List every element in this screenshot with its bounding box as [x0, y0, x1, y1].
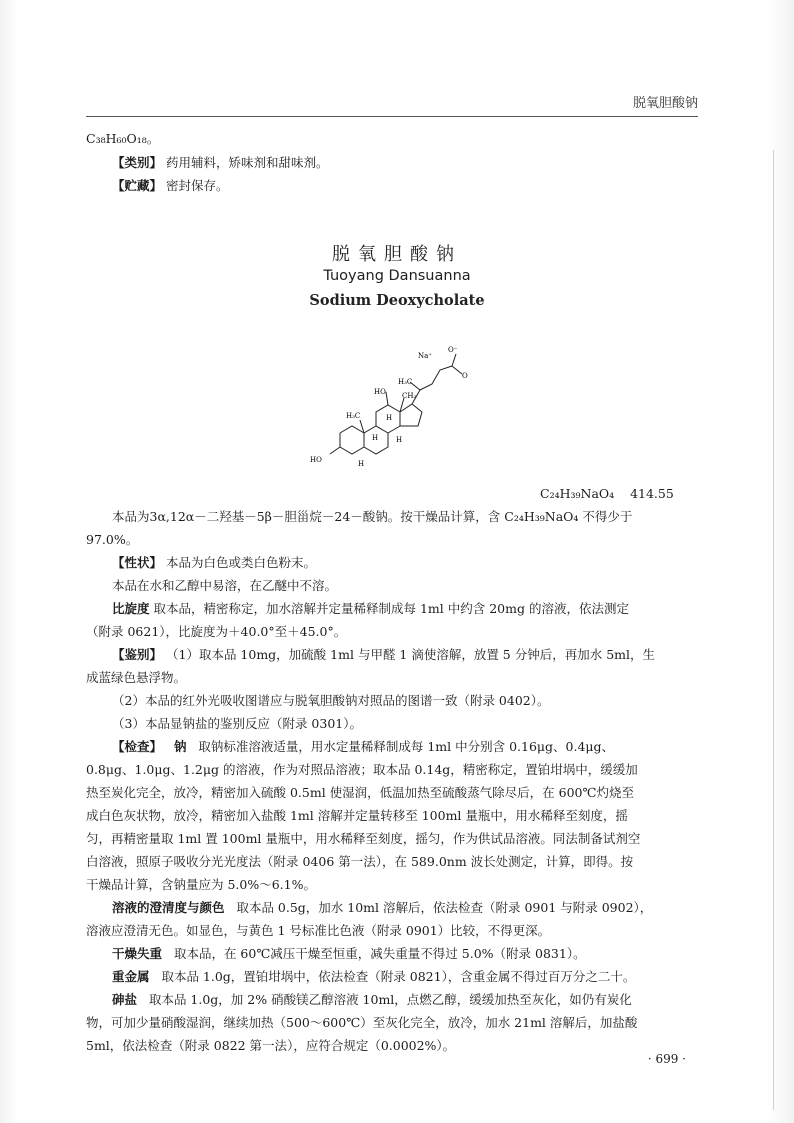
prev-category	[112, 154, 329, 172]
label-ch3: CH₃	[402, 392, 417, 400]
label-h-1: H	[386, 414, 393, 422]
property-text: 本品为白色或类白色粉末。	[166, 555, 317, 570]
label-h3c-top: H₃C	[398, 378, 413, 386]
storage-text: 密封保存。	[166, 178, 229, 193]
identification-section	[112, 646, 655, 664]
sodium-text: 取钠标准溶液适量，用水定量稀释制成每 1ml 中分别含 0.16μg、0.4μg、	[198, 739, 615, 754]
identification-text: （1）取本品 10mg，加硫酸 1ml 与甲醛 1 滴使溶解，放置 5 分钟后，再加水 5ml，生	[166, 647, 656, 662]
examination-section	[112, 738, 614, 756]
sodium-label: 钠	[173, 739, 187, 754]
label-ho-12: HO	[374, 388, 386, 396]
content-line: （2）本品的红外光吸收图谱应与脱氧胆酸钠对照品的图谱一致（附录 0402）。	[112, 693, 550, 708]
molecular-weight: 414.55	[630, 486, 674, 501]
label-ho-3: HO	[310, 456, 322, 464]
content-line: （附录 0621），比旋度为＋40.0°至＋45.0°。	[86, 624, 347, 639]
heavy-metal-text: 取本品 1.0g，置铂坩埚中，依法检查（附录 0821），含重金属不得过百万分之二十。	[161, 969, 636, 984]
content-line: 溶液应澄清无色。如显色，与黄色 1 号标准比色液（附录 0901）比较，不得更深。	[86, 923, 551, 938]
prev-formula-tail: C₃₈H₆₀O₁₈。	[86, 131, 160, 146]
label-h-5: H	[358, 460, 365, 468]
content-line: 本品为3α,12α－二羟基－5β－胆甾烷－24－酸钠。按干燥品计算，含 C₂₄H₃₉NaO₄ 不得少于	[112, 509, 633, 524]
label-h3c-left: H₃C	[346, 412, 361, 420]
label-h-2: H	[372, 434, 379, 442]
clarity-text: 取本品 0.5g，加水 10ml 溶解后，依法检查（附录 0901 与附录 0902），	[236, 900, 653, 915]
label-h-3: H	[396, 436, 403, 444]
running-head: 脱氧胆酸钠	[632, 96, 698, 111]
content-line: 干燥品计算，含钠量应为 5.0%～6.1%。	[86, 877, 316, 892]
clarity-label: 溶液的澄清度与颜色	[112, 900, 225, 915]
arsenic-section	[112, 991, 632, 1009]
category-text: 药用辅料，矫味剂和甜味剂。	[166, 155, 329, 170]
rotation-section	[112, 600, 629, 618]
property-section	[112, 554, 316, 572]
solubility-text: 本品在水和乙醇中易溶，在乙醚中不溶。	[112, 578, 338, 593]
content-line: 热至炭化完全，放冷，精密加入硫酸 0.5ml 使湿润，低温加热至硫酸蒸气除尽后，在 600℃灼烧至	[86, 785, 634, 800]
content-line: 0.8μg、1.0μg、1.2μg 的溶液，作为对照品溶液；取本品 0.14g，精密称定，置铂坩埚中，缓缓加	[86, 762, 638, 777]
content-line: 5ml，依法检查（附录 0822 第一法），应符合规定（0.0002%）。	[86, 1038, 456, 1053]
header-rule	[86, 116, 698, 117]
property-label: 【性状】	[112, 555, 163, 570]
drying-label: 干燥失重	[112, 946, 163, 961]
monograph-title-en: Sodium Deoxycholate	[309, 292, 485, 309]
label-o: O	[462, 372, 468, 380]
content-line: 白溶液，照原子吸收分光光度法（附录 0406 第一法），在 589.0nm 波长处测定，计算，即得。按	[86, 854, 634, 869]
structure-diagram	[300, 338, 500, 478]
label-na: Na⁺	[418, 352, 432, 360]
content-line: 物，可加少量硝酸湿润，继续加热（500～600℃）至灰化完全，放冷，加水 21ml 溶解后，加盐酸	[86, 1015, 638, 1030]
formula-text: C₂₄H₃₉NaO₄	[540, 486, 615, 501]
identification-label: 【鉴别】	[112, 647, 163, 662]
arsenic-label: 砷盐	[112, 992, 138, 1007]
monograph-title-cn: 脱氧胆酸钠	[332, 244, 462, 265]
drying-section	[112, 945, 586, 963]
molecular-formula	[540, 486, 674, 501]
content-line: 97.0%。	[86, 532, 139, 547]
rotation-text: 取本品，精密称定，加水溶解并定量稀释制成每 1ml 中约含 20mg 的溶液，依法测定	[153, 601, 629, 616]
storage-label: 【贮藏】	[112, 178, 163, 193]
arsenic-text: 取本品 1.0g，加 2% 硝酸镁乙醇溶液 10ml，点燃乙醇，缓缓加热至灰化，如仍有炭化	[148, 992, 632, 1007]
content-line: 匀，再精密量取 1ml 置 100ml 量瓶中，用水稀释至刻度，摇匀，作为供试品溶液。同法制备试剂空	[86, 831, 641, 846]
rotation-label: 比旋度	[112, 601, 150, 616]
heavy-metal-label: 重金属	[112, 969, 150, 984]
clarity-section	[112, 899, 652, 917]
drying-text: 取本品，在 60℃减压干燥至恒重，减失重量不得过 5.0%（附录 0831）。	[173, 946, 586, 961]
content-line: 成蓝绿色悬浮物。	[86, 670, 187, 685]
examination-label: 【检查】	[112, 739, 163, 754]
content-line: 成白色灰状物，放冷，精密加入盐酸 1ml 溶解并定量转移至 100ml 量瓶中，用水稀释至刻度，摇	[86, 808, 628, 823]
monograph-title-pinyin: Tuoyang Dansuanna	[323, 268, 471, 284]
label-o-minus: O⁻	[448, 346, 458, 354]
category-label: 【类别】	[112, 155, 163, 170]
content-line: （3）本品显钠盐的鉴别反应（附录 0301）。	[112, 716, 362, 731]
prev-storage	[112, 177, 229, 195]
heavy-metal-section	[112, 968, 635, 986]
page-number: · 699 ·	[647, 1052, 686, 1066]
